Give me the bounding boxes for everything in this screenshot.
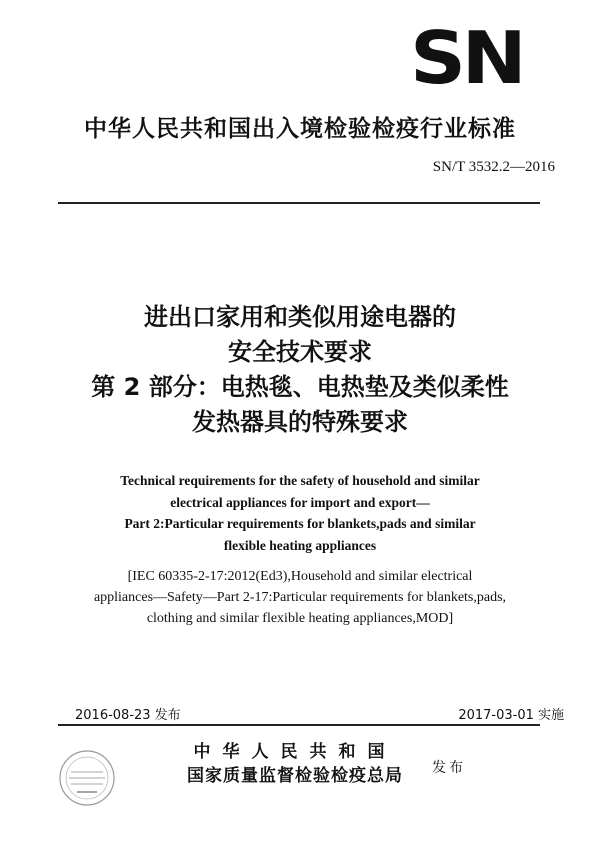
seal-stamp-icon: [57, 748, 117, 808]
issuer-country: 中华人民共和国: [193, 742, 397, 762]
standard-category: 中华人民共和国出入境检验检疫行业标准: [84, 116, 516, 142]
chinese-title-line: 发热器具的特殊要求: [192, 408, 408, 436]
issue-date: 2016-08-23 发布: [75, 708, 181, 723]
english-title-line: Part 2:Particular requirements for blankets,pads and similar: [124, 516, 476, 531]
publish-label: 发布: [432, 760, 466, 776]
reference-line: [IEC 60335-2-17:2012(Ed3),Household and similar electrical: [127, 569, 473, 584]
chinese-title-line: 第 2 部分：电热毯、电热垫及类似柔性: [91, 373, 509, 401]
chinese-title-line: 进出口家用和类似用途电器的: [144, 303, 456, 331]
implementation-date: 2017-03-01 实施: [458, 708, 564, 723]
iec-reference: [60, 566, 540, 629]
top-divider: [58, 202, 540, 204]
chinese-title: [0, 300, 600, 440]
reference-line: clothing and similar flexible heating appliances,MOD]: [146, 611, 454, 626]
issuer-agency: 国家质量监督检验检疫总局: [187, 766, 403, 786]
english-title: [0, 470, 600, 556]
english-title-line: flexible heating appliances: [223, 537, 377, 553]
reference-line: appliances—Safety—Part 2-17:Particular requirements for blankets,pads,: [93, 590, 507, 605]
bottom-divider: [58, 724, 540, 726]
sn-logo: SN: [410, 16, 523, 100]
issuing-authority: [160, 740, 430, 788]
english-title-line: Technical requirements for the safety of household and similar: [120, 473, 480, 488]
chinese-title-line: 安全技术要求: [228, 338, 372, 366]
standard-number: SN/T 3532.2—2016: [432, 159, 555, 175]
english-title-line: electrical appliances for import and export—: [170, 494, 430, 510]
